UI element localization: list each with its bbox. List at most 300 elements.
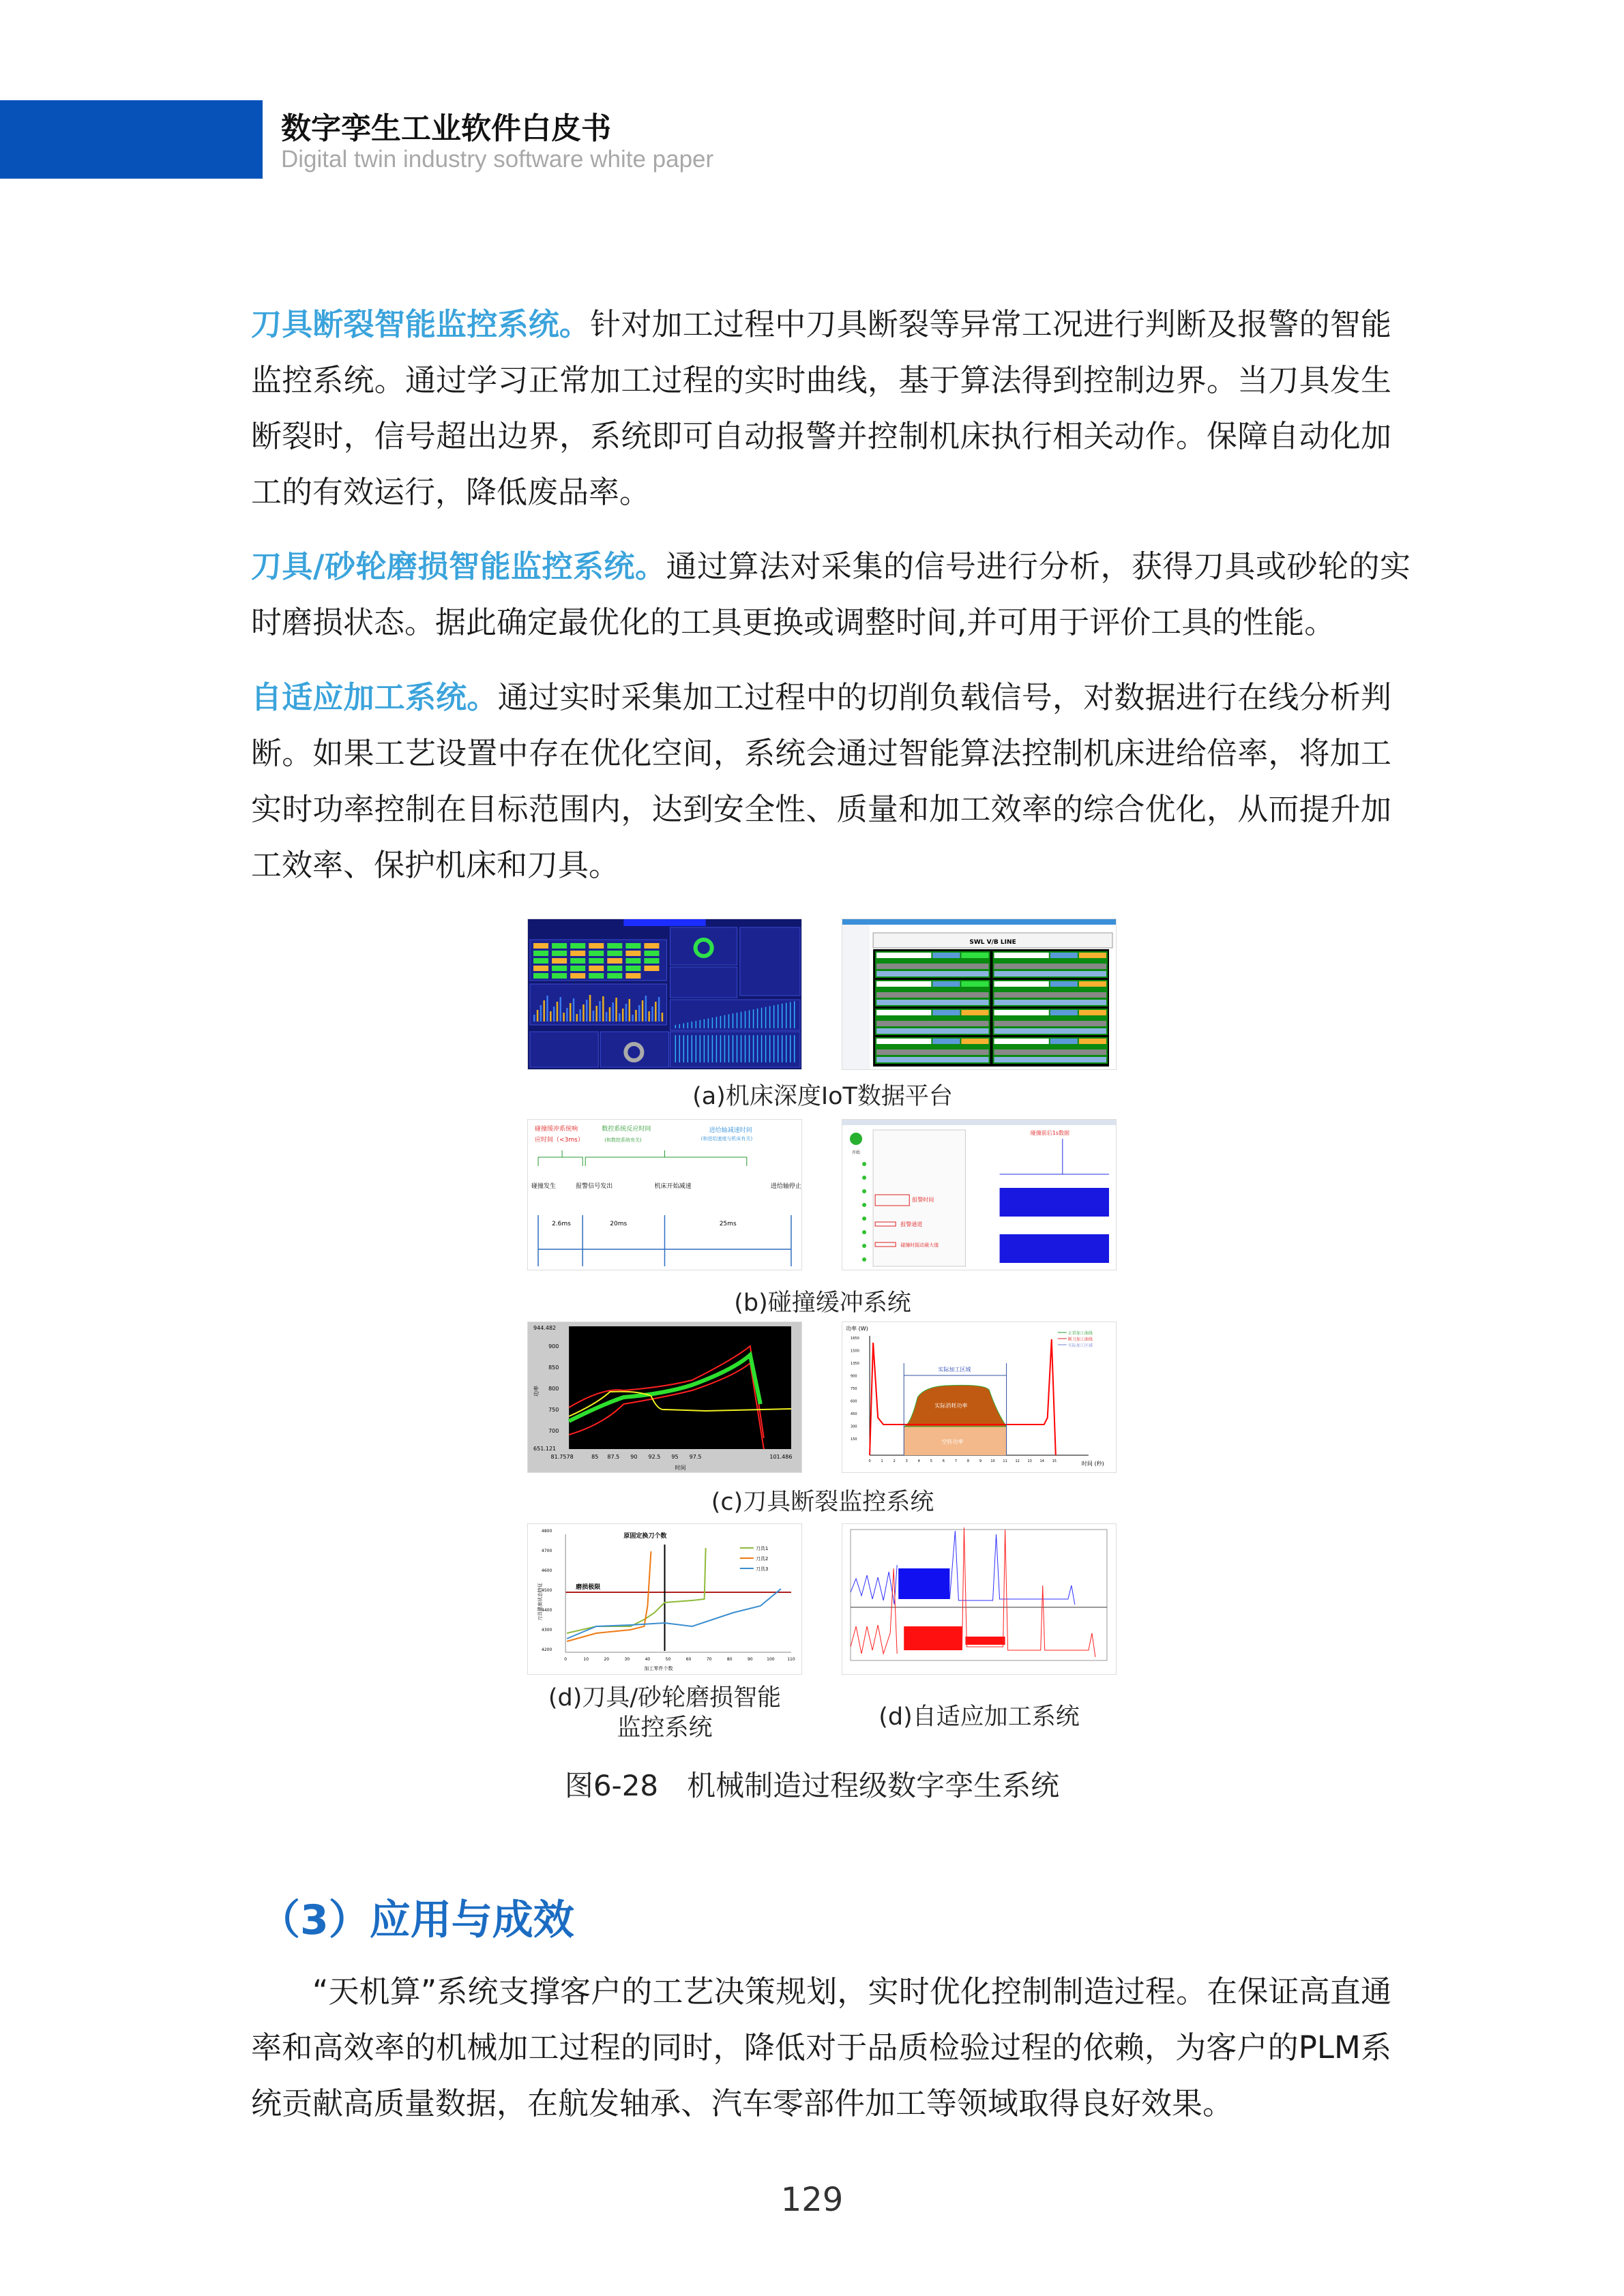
bar-mark bbox=[741, 1035, 742, 1062]
status-cell bbox=[533, 951, 548, 956]
bar-mark bbox=[712, 1017, 713, 1028]
bar-mark bbox=[662, 1013, 664, 1022]
machine-name bbox=[994, 981, 1049, 987]
x-tick: 50 bbox=[665, 1657, 671, 1662]
status-cell bbox=[533, 973, 548, 979]
machine-buttons bbox=[876, 971, 988, 976]
bar-mark bbox=[679, 1024, 681, 1028]
caption-d1 bbox=[527, 1683, 802, 1743]
status-cell bbox=[625, 943, 640, 949]
bar-mark bbox=[593, 1011, 595, 1022]
label: 应时间（<3ms） bbox=[535, 1137, 584, 1144]
status-cell bbox=[644, 966, 659, 971]
paragraph-lead: 刀具断裂智能监控系统。 bbox=[251, 306, 591, 342]
status-cell bbox=[589, 943, 604, 949]
bar-mark bbox=[757, 1035, 758, 1062]
status-cell bbox=[589, 973, 604, 979]
line-title: SWL V/B LINE bbox=[969, 939, 1016, 946]
x-axis-label: 加工零件个数 bbox=[644, 1666, 673, 1671]
bar-mark bbox=[576, 1014, 578, 1022]
bar-mark bbox=[655, 1002, 657, 1022]
machine-name bbox=[876, 1010, 931, 1015]
x-tick: 8 bbox=[966, 1459, 970, 1463]
bar-mark bbox=[573, 998, 575, 1022]
page-number: 129 bbox=[780, 2181, 844, 2219]
paragraph-text: 通过算法对采集的信号进行分析，获得刀具或砂轮的实时磨损状态。据此确定最优化的工具更换或调整时间,并可用于评价工具的性能。 bbox=[251, 548, 1411, 640]
bar-mark bbox=[778, 1004, 779, 1028]
bar-mark bbox=[537, 1010, 539, 1022]
y-tick: 300 bbox=[851, 1425, 857, 1429]
bar-mark bbox=[761, 1035, 763, 1062]
bar-mark bbox=[570, 1003, 572, 1022]
status-led bbox=[862, 1230, 866, 1234]
bar-mark bbox=[708, 1018, 709, 1028]
label: 2.6ms bbox=[552, 1221, 571, 1227]
status-cell bbox=[625, 958, 640, 964]
y-tick: 450 bbox=[851, 1412, 857, 1416]
bar-mark bbox=[675, 1025, 677, 1028]
x-tick: 90 bbox=[630, 1454, 638, 1460]
label: 20ms bbox=[610, 1221, 628, 1227]
bar-mark bbox=[622, 1009, 624, 1022]
bar-mark bbox=[582, 1004, 585, 1022]
paragraph-text: 针对加工过程中刀具断裂等异常工况进行判断及报警的智能监控系统。通过学习正常加工过程的实时曲线，基于算法得到控制边界。当刀具发生断裂时，信号超出边界，系统即可自动报警并控制机床执行相关动作。保障自动化加工的有效运行，降低废品率。 bbox=[251, 306, 1391, 510]
machine-buttons bbox=[876, 1000, 988, 1005]
machine-name bbox=[876, 1039, 931, 1044]
machine-cell bbox=[1050, 953, 1078, 958]
bar-mark bbox=[602, 996, 604, 1022]
x-tick: 11 bbox=[1003, 1459, 1007, 1463]
bar-mark bbox=[716, 1035, 718, 1062]
status-cell bbox=[552, 943, 567, 949]
legend-label: 刀具2 bbox=[755, 1556, 769, 1562]
y-tick: 700 bbox=[548, 1428, 559, 1434]
machine-cell bbox=[932, 953, 960, 958]
machine-buttons bbox=[876, 1028, 988, 1034]
machine-state bbox=[1079, 953, 1106, 958]
label: 空转功率 bbox=[941, 1439, 964, 1445]
legend-label: 刀具3 bbox=[755, 1566, 769, 1572]
collision-timeline-image bbox=[527, 1119, 802, 1270]
x-tick: 2 bbox=[893, 1459, 896, 1463]
status-cell bbox=[552, 966, 567, 971]
bar-mark bbox=[615, 998, 617, 1022]
machine-buttons bbox=[994, 1000, 1106, 1005]
machine-name bbox=[994, 1010, 1049, 1015]
bar-mark bbox=[765, 1035, 767, 1062]
bar-mark bbox=[688, 1022, 689, 1028]
x-tick: 40 bbox=[645, 1657, 651, 1662]
y-tick: 944.482 bbox=[533, 1325, 557, 1331]
bar-mark bbox=[658, 997, 660, 1022]
x-tick: 30 bbox=[624, 1657, 630, 1662]
machine-state bbox=[1079, 1039, 1106, 1044]
status-cell bbox=[570, 943, 585, 949]
bar-mark bbox=[683, 1024, 685, 1028]
adaptive-machining-chart bbox=[842, 1523, 1117, 1675]
machine-values bbox=[876, 964, 988, 969]
machine-cell bbox=[1050, 981, 1078, 987]
bar-mark bbox=[733, 1013, 734, 1028]
x-tick: 13 bbox=[1027, 1459, 1032, 1463]
bar-mark bbox=[688, 1035, 689, 1062]
x-tick: 87.5 bbox=[607, 1454, 620, 1460]
x-tick: 81.7578 bbox=[550, 1454, 574, 1460]
status-led bbox=[862, 1257, 866, 1262]
label: 碰撞缓冲系统响 bbox=[535, 1126, 578, 1133]
bar-mark bbox=[683, 1035, 685, 1062]
status-cell bbox=[625, 973, 640, 979]
bar-mark bbox=[724, 1015, 726, 1028]
status-cell bbox=[589, 951, 604, 956]
machine-cell bbox=[932, 1039, 960, 1044]
x-tick: 7 bbox=[954, 1459, 958, 1463]
bar-mark bbox=[720, 1016, 722, 1028]
x-tick: 1 bbox=[881, 1459, 883, 1463]
x-tick: 60 bbox=[685, 1657, 692, 1662]
y-tick: 4700 bbox=[542, 1549, 552, 1553]
status-cell bbox=[552, 973, 567, 979]
bar-mark bbox=[782, 1035, 783, 1062]
bar-mark bbox=[782, 1004, 783, 1028]
machine-name bbox=[876, 953, 931, 958]
collision-software-image bbox=[842, 1119, 1117, 1270]
bar-mark bbox=[629, 999, 631, 1022]
bar-mark bbox=[724, 1035, 726, 1062]
machine-buttons bbox=[876, 1057, 988, 1062]
y-tick: 600 bbox=[851, 1399, 857, 1404]
x-tick: 4 bbox=[917, 1459, 920, 1463]
bar-mark bbox=[741, 1012, 742, 1028]
bar-mark bbox=[737, 1013, 738, 1028]
status-cell bbox=[607, 943, 622, 949]
x-tick: 6 bbox=[942, 1459, 945, 1463]
y-tick: 850 bbox=[548, 1365, 559, 1371]
y-tick: 1500 bbox=[851, 1349, 859, 1354]
paragraph-lead: 自适应加工系统。 bbox=[251, 679, 498, 715]
bar-mark bbox=[543, 1000, 545, 1022]
bar-mark bbox=[778, 1035, 779, 1062]
status-cell bbox=[570, 973, 585, 979]
status-cell bbox=[589, 958, 604, 964]
y-tick: 800 bbox=[548, 1386, 559, 1392]
status-cell bbox=[589, 966, 604, 971]
x-tick: 5 bbox=[930, 1459, 932, 1463]
paragraph-tool-breakage bbox=[251, 297, 1391, 520]
bar-mark bbox=[700, 1035, 701, 1062]
bar-mark bbox=[566, 1008, 568, 1022]
caption-line: (d)刀具/砂轮磨损智能 bbox=[548, 1684, 782, 1712]
legend-label: 断刀加工曲线 bbox=[1067, 1337, 1093, 1342]
x-tick: 0 bbox=[564, 1657, 567, 1662]
bar-mark bbox=[773, 1035, 775, 1062]
caption-line: 监控系统 bbox=[617, 1714, 713, 1742]
bar-mark bbox=[625, 1004, 628, 1022]
machine-state bbox=[961, 981, 988, 987]
bar-mark bbox=[619, 1013, 621, 1022]
bar-mark bbox=[790, 1035, 791, 1062]
status-cell bbox=[552, 958, 567, 964]
bar-mark bbox=[794, 1035, 795, 1062]
label: 实际加工区域 bbox=[938, 1367, 971, 1373]
bar-mark bbox=[599, 1001, 601, 1022]
label: 报警时间 bbox=[912, 1197, 934, 1203]
y-tick: 4200 bbox=[542, 1648, 552, 1652]
machine-buttons bbox=[994, 971, 1106, 976]
bar-mark bbox=[606, 1012, 608, 1022]
caption-d2: (d)自适应加工系统 bbox=[879, 1703, 1080, 1731]
start-label: 开始 bbox=[852, 1150, 861, 1155]
tool-wear-chart bbox=[527, 1523, 802, 1675]
bar-mark bbox=[589, 995, 591, 1022]
machine-buttons bbox=[994, 1057, 1106, 1062]
bar-mark bbox=[638, 1005, 640, 1022]
status-cell bbox=[552, 951, 567, 956]
machine-values bbox=[876, 1021, 988, 1026]
bar-mark bbox=[595, 1006, 597, 1022]
status-cell bbox=[607, 973, 622, 979]
legend-label: 实际加工区域 bbox=[1067, 1343, 1093, 1348]
bar-mark bbox=[753, 1035, 754, 1062]
bar-mark bbox=[560, 997, 562, 1022]
paragraph-text: 通过实时采集加工过程中的切削负载信号，对数据进行在线分析判断。如果工艺设置中存在优化空间，系统会通过智能算法控制机床进给倍率，将加工实时功率控制在目标范围内，达到安全性、质量和加工效率的综合优化，从而提升加工效率、保护机床和刀具。 bbox=[251, 679, 1391, 883]
x-tick: 100 bbox=[767, 1657, 775, 1662]
bar-mark bbox=[692, 1022, 693, 1028]
bar-mark bbox=[642, 1000, 644, 1022]
x-tick: 95 bbox=[671, 1454, 679, 1460]
label: 报警信号发出 bbox=[576, 1183, 613, 1190]
y-tick: 750 bbox=[851, 1387, 857, 1391]
x-tick: 9 bbox=[979, 1459, 982, 1463]
label: 碰撞前后1s数据 bbox=[1030, 1130, 1070, 1136]
machine-name bbox=[994, 1039, 1049, 1044]
status-cell bbox=[533, 958, 548, 964]
legend-label: 正常加工曲线 bbox=[1067, 1331, 1093, 1336]
bar-mark bbox=[632, 1015, 634, 1022]
x-tick: 15 bbox=[1052, 1459, 1057, 1463]
y-tick: 900 bbox=[851, 1374, 857, 1379]
y-tick: 1350 bbox=[851, 1362, 859, 1366]
y-tick: 1650 bbox=[851, 1337, 859, 1341]
bar-mark bbox=[546, 996, 548, 1022]
status-led bbox=[862, 1176, 866, 1180]
label: 25ms bbox=[719, 1221, 737, 1227]
label: 碰撞时振动最大值 bbox=[900, 1242, 939, 1248]
machine-values bbox=[994, 1021, 1106, 1026]
header-accent-bar bbox=[0, 100, 263, 179]
status-cell bbox=[644, 943, 659, 949]
bar-mark bbox=[765, 1007, 767, 1028]
status-cell bbox=[644, 951, 659, 956]
status-cell bbox=[533, 966, 548, 971]
bar-mark bbox=[790, 1002, 791, 1028]
bar-mark bbox=[540, 1005, 542, 1022]
caption-a: (a)机床深度IoT数据平台 bbox=[692, 1083, 953, 1110]
y-tick: 750 bbox=[548, 1407, 559, 1413]
bar-mark bbox=[720, 1035, 722, 1062]
machine-cell bbox=[932, 1010, 960, 1015]
label: (和进给速度与机床有关) bbox=[700, 1136, 753, 1142]
x-tick: 90 bbox=[747, 1657, 753, 1662]
bar-mark bbox=[712, 1035, 713, 1062]
bar-mark bbox=[553, 1007, 555, 1022]
bar-mark bbox=[586, 1000, 588, 1022]
status-led bbox=[862, 1203, 866, 1207]
label: 机床开始减速 bbox=[654, 1183, 692, 1190]
bar-mark bbox=[761, 1008, 763, 1028]
machine-state bbox=[1079, 981, 1106, 987]
x-tick: 20 bbox=[604, 1657, 610, 1662]
bar-mark bbox=[704, 1035, 705, 1062]
machine-values bbox=[876, 1049, 988, 1055]
bar-mark bbox=[794, 1001, 795, 1028]
y-tick: 651.121 bbox=[533, 1446, 557, 1452]
machine-name bbox=[994, 953, 1049, 958]
x-tick: 85 bbox=[591, 1454, 599, 1460]
status-cell bbox=[570, 951, 585, 956]
label: 实际消耗功率 bbox=[934, 1403, 968, 1409]
label: (和数控系统有关) bbox=[604, 1137, 642, 1143]
bar-mark bbox=[533, 1015, 535, 1022]
bar-mark bbox=[728, 1014, 730, 1028]
figure-caption: 图6-28 机械制造过程级数字孪生系统 bbox=[564, 1769, 1060, 1802]
header-subtitle: Digital twin industry software white paper bbox=[281, 146, 714, 173]
machine-name bbox=[876, 981, 931, 987]
x-tick: 10 bbox=[583, 1657, 589, 1662]
line-status-image bbox=[842, 919, 1117, 1070]
machine-values bbox=[994, 1049, 1106, 1055]
header-title: 数字孪生工业软件白皮书 bbox=[281, 111, 611, 146]
status-cell bbox=[607, 951, 622, 956]
bar-mark bbox=[749, 1035, 750, 1062]
label: 报警通道 bbox=[900, 1221, 923, 1227]
bar-mark bbox=[704, 1019, 705, 1028]
status-cell bbox=[533, 943, 548, 949]
label: 进给轴减速时间 bbox=[709, 1127, 752, 1134]
bar-mark bbox=[708, 1035, 709, 1062]
y-axis-label: 刀具健康状态特征 bbox=[537, 1583, 544, 1621]
legend-label: 刀具1 bbox=[755, 1546, 769, 1551]
machine-cell bbox=[932, 981, 960, 987]
bar-mark bbox=[550, 1011, 552, 1022]
x-tick: 0 bbox=[868, 1459, 871, 1463]
x-tick: 110 bbox=[787, 1657, 795, 1662]
status-cell bbox=[644, 958, 659, 964]
section-paragraph: “天机算”系统支撑客户的工艺决策规划，实时优化控制制造过程。在保证高直通率和高效率的机械加工过程的同时，降低对于品质检验过程的依赖，为客户的PLM系统贡献高质量数据，在航发轴承、汽车零部件加工等领域取得良好效果。 bbox=[251, 1973, 1391, 2121]
bar-mark bbox=[769, 1006, 771, 1028]
bar-mark bbox=[692, 1035, 693, 1062]
machine-state bbox=[1079, 1010, 1106, 1015]
limit-label: 磨损极限 bbox=[576, 1584, 601, 1591]
bar-mark bbox=[753, 1009, 754, 1028]
bar-mark bbox=[557, 1002, 559, 1022]
chart-title: 原固定换刀个数 bbox=[623, 1533, 667, 1540]
x-axis-label: 时间 bbox=[675, 1465, 686, 1471]
bar-mark bbox=[651, 1007, 653, 1022]
status-led bbox=[862, 1217, 866, 1221]
label: 碰撞发生 bbox=[531, 1183, 557, 1190]
bar-mark bbox=[563, 1013, 565, 1022]
y-axis-label: 功率 bbox=[533, 1386, 540, 1397]
machine-cell bbox=[1050, 1039, 1078, 1044]
bar-mark bbox=[612, 1002, 615, 1022]
x-tick: 92.5 bbox=[648, 1454, 661, 1460]
y-tick: 4600 bbox=[542, 1568, 552, 1573]
bar-mark bbox=[773, 1005, 775, 1028]
bar-mark bbox=[648, 1011, 650, 1022]
y-tick: 4800 bbox=[542, 1529, 552, 1534]
bar-mark bbox=[635, 1010, 637, 1022]
status-cell bbox=[607, 966, 622, 971]
x-tick: 10 bbox=[990, 1459, 995, 1463]
x-tick: 97.5 bbox=[689, 1454, 702, 1460]
status-cell bbox=[607, 958, 622, 964]
status-cell bbox=[570, 958, 585, 964]
bar-mark bbox=[696, 1035, 697, 1062]
paragraph-tool-wear bbox=[251, 539, 1411, 651]
x-tick: 3 bbox=[905, 1459, 908, 1463]
bar-mark bbox=[769, 1035, 771, 1062]
status-led bbox=[862, 1162, 866, 1166]
y-tick: 4300 bbox=[542, 1628, 552, 1632]
y-tick: 4500 bbox=[542, 1588, 552, 1593]
bar-mark bbox=[645, 996, 647, 1022]
bar-mark bbox=[716, 1017, 718, 1028]
machine-values bbox=[876, 992, 988, 998]
section-heading: （3）应用与成效 bbox=[259, 1896, 574, 1944]
status-cell bbox=[625, 951, 640, 956]
bar-mark bbox=[786, 1003, 787, 1028]
caption-b: (b)碰撞缓冲系统 bbox=[734, 1289, 911, 1317]
machine-cell bbox=[1050, 1010, 1078, 1015]
bar-mark bbox=[749, 1010, 750, 1028]
tool-breakage-power-chart bbox=[527, 1322, 802, 1473]
bar-mark bbox=[675, 1035, 677, 1062]
x-tick: 101.486 bbox=[769, 1454, 793, 1460]
caption-c: (c)刀具断裂监控系统 bbox=[711, 1489, 934, 1516]
paragraph-adaptive bbox=[251, 670, 1391, 893]
label: 数控系统反应时间 bbox=[602, 1126, 651, 1133]
power-region-chart bbox=[842, 1322, 1117, 1473]
iot-dashboard-image bbox=[527, 919, 802, 1070]
bar-mark bbox=[679, 1035, 681, 1062]
bar-mark bbox=[609, 1007, 611, 1022]
x-axis-label: 时间 (秒) bbox=[1081, 1461, 1104, 1467]
machine-state bbox=[961, 1039, 988, 1044]
bar-mark bbox=[786, 1035, 787, 1062]
paragraph-lead: 刀具/砂轮磨损智能监控系统。 bbox=[251, 548, 666, 584]
machine-state bbox=[961, 953, 988, 958]
bar-mark bbox=[733, 1035, 734, 1062]
bar-mark bbox=[728, 1035, 730, 1062]
label: 进给轴停止 bbox=[770, 1183, 801, 1190]
machine-buttons bbox=[994, 1028, 1106, 1034]
bar-mark bbox=[745, 1011, 746, 1028]
machine-state bbox=[961, 1010, 988, 1015]
bar-mark bbox=[737, 1035, 738, 1062]
y-tick: 4400 bbox=[542, 1608, 552, 1613]
status-led bbox=[862, 1189, 866, 1193]
y-tick: 900 bbox=[548, 1343, 559, 1350]
bar-mark bbox=[757, 1009, 758, 1028]
bar-mark bbox=[700, 1020, 701, 1028]
bar-mark bbox=[696, 1021, 697, 1028]
x-tick: 14 bbox=[1039, 1459, 1044, 1463]
x-tick: 12 bbox=[1015, 1459, 1020, 1463]
machine-values bbox=[994, 992, 1106, 998]
status-led bbox=[862, 1244, 866, 1248]
bar-mark bbox=[745, 1035, 746, 1062]
